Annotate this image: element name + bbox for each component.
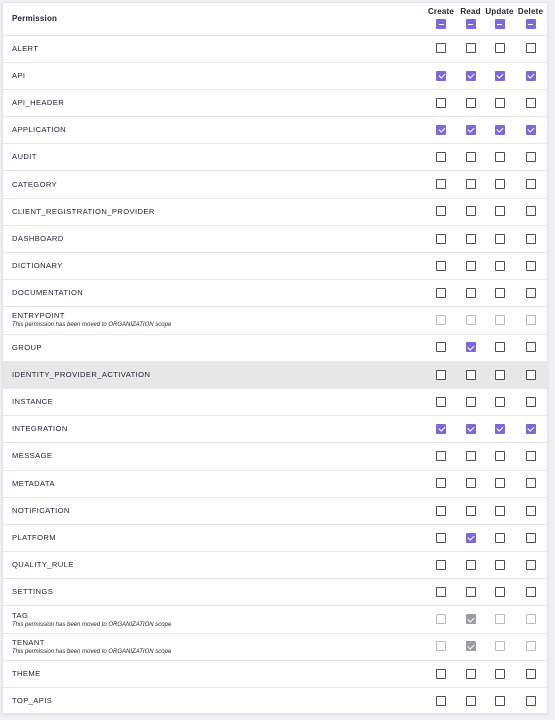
select-all-delete-checkbox[interactable]: [526, 19, 536, 29]
create-permission-checkbox[interactable]: [436, 424, 446, 434]
permission-row: [3, 171, 547, 198]
permission-row: [3, 443, 547, 470]
permission-name: AUDIT: [12, 152, 37, 162]
permission-row: [3, 688, 547, 715]
read-permission-checkbox[interactable]: [466, 669, 476, 679]
read-permission-checkbox[interactable]: [466, 43, 476, 53]
update-cell: [485, 361, 514, 388]
delete-cell: [514, 117, 547, 144]
create-permission-checkbox[interactable]: [436, 98, 446, 108]
permissions-table-body: [3, 35, 547, 715]
permission-row: [3, 388, 547, 415]
delete-permission-checkbox: [526, 614, 536, 624]
create-cell: [426, 606, 456, 633]
update-column-header: [485, 3, 514, 35]
update-permission-checkbox[interactable]: [495, 560, 505, 570]
delete-permission-checkbox[interactable]: [526, 342, 536, 352]
update-permission-checkbox[interactable]: [495, 152, 505, 162]
permission-name-cell: [3, 579, 426, 606]
update-permission-checkbox[interactable]: [495, 696, 505, 706]
read-permission-checkbox[interactable]: [466, 451, 476, 461]
delete-permission-checkbox[interactable]: [526, 451, 536, 461]
read-permission-checkbox[interactable]: [466, 261, 476, 271]
update-cell: [485, 633, 514, 660]
permission-name: TAG: [12, 610, 29, 620]
delete-permission-checkbox[interactable]: [526, 71, 536, 81]
create-cell: [426, 388, 456, 415]
permission-row: [3, 62, 547, 89]
create-cell: [426, 307, 456, 334]
create-cell: [426, 144, 456, 171]
permission-name: ENTRYPOINT: [12, 311, 65, 321]
permission-row: [3, 606, 547, 633]
delete-permission-checkbox[interactable]: [526, 234, 536, 244]
create-cell: [426, 497, 456, 524]
create-cell: [426, 524, 456, 551]
update-permission-checkbox[interactable]: [495, 234, 505, 244]
read-column-label: Read: [460, 7, 481, 16]
create-cell: [426, 35, 456, 62]
create-permission-checkbox: [436, 641, 446, 651]
delete-permission-checkbox[interactable]: [526, 179, 536, 189]
read-permission-checkbox[interactable]: [466, 696, 476, 706]
update-permission-checkbox[interactable]: [495, 424, 505, 434]
delete-permission-checkbox[interactable]: [526, 669, 536, 679]
permission-name-cell: [3, 62, 426, 89]
update-permission-checkbox[interactable]: [495, 98, 505, 108]
create-cell: [426, 198, 456, 225]
table-header-row: [3, 3, 547, 35]
update-cell: [485, 660, 514, 687]
permission-row: [3, 524, 547, 551]
permission-name-cell: [3, 524, 426, 551]
update-cell: [485, 443, 514, 470]
delete-permission-checkbox[interactable]: [526, 370, 536, 380]
update-cell: [485, 198, 514, 225]
create-cell: [426, 62, 456, 89]
update-permission-checkbox[interactable]: [495, 478, 505, 488]
create-permission-checkbox[interactable]: [436, 71, 446, 81]
permission-row: [3, 334, 547, 361]
select-all-read-checkbox[interactable]: [466, 19, 476, 29]
permission-name: PLATFORM: [12, 532, 56, 542]
create-permission-checkbox[interactable]: [436, 696, 446, 706]
permission-name: IDENTITY_PROVIDER_ACTIVATION: [12, 369, 151, 379]
read-permission-checkbox[interactable]: [466, 342, 476, 352]
read-cell: [456, 633, 485, 660]
read-permission-checkbox[interactable]: [466, 152, 476, 162]
update-cell: [485, 253, 514, 280]
create-permission-checkbox[interactable]: [436, 125, 446, 135]
update-permission-checkbox[interactable]: [495, 506, 505, 516]
permission-name: ALERT: [12, 43, 39, 53]
create-cell: [426, 416, 456, 443]
create-cell: [426, 89, 456, 116]
update-cell: [485, 334, 514, 361]
delete-cell: [514, 443, 547, 470]
permission-name-cell: [3, 253, 426, 280]
update-cell: [485, 606, 514, 633]
delete-permission-checkbox[interactable]: [526, 152, 536, 162]
delete-permission-checkbox[interactable]: [526, 397, 536, 407]
update-permission-checkbox: [495, 641, 505, 651]
permission-name: TENANT: [12, 637, 45, 647]
delete-cell: [514, 253, 547, 280]
create-cell: [426, 633, 456, 660]
read-permission-checkbox[interactable]: [466, 587, 476, 597]
permission-row: [3, 552, 547, 579]
permission-name-cell: [3, 280, 426, 307]
update-permission-checkbox[interactable]: [495, 288, 505, 298]
permission-scope-note: This permission has been moved to ORGANIZATION scope: [12, 322, 172, 329]
read-cell: [456, 225, 485, 252]
read-permission-checkbox[interactable]: [466, 125, 476, 135]
delete-permission-checkbox[interactable]: [526, 560, 536, 570]
read-permission-checkbox[interactable]: [466, 206, 476, 216]
create-permission-checkbox[interactable]: [436, 451, 446, 461]
update-permission-checkbox[interactable]: [495, 125, 505, 135]
read-cell: [456, 144, 485, 171]
delete-cell: [514, 35, 547, 62]
update-permission-checkbox[interactable]: [495, 261, 505, 271]
create-permission-checkbox[interactable]: [436, 478, 446, 488]
permission-scope-note: This permission has been moved to ORGANIZATION scope: [12, 621, 172, 628]
create-cell: [426, 361, 456, 388]
select-all-update-checkbox[interactable]: [495, 19, 505, 29]
read-permission-checkbox: [466, 641, 476, 651]
create-permission-checkbox[interactable]: [436, 533, 446, 543]
delete-cell: [514, 579, 547, 606]
update-permission-checkbox[interactable]: [495, 370, 505, 380]
permission-row: [3, 35, 547, 62]
create-cell: [426, 552, 456, 579]
permission-name-cell: [3, 117, 426, 144]
delete-cell: [514, 89, 547, 116]
read-permission-checkbox[interactable]: [466, 533, 476, 543]
delete-cell: [514, 660, 547, 687]
permission-name-cell: [3, 470, 426, 497]
update-permission-checkbox[interactable]: [495, 451, 505, 461]
read-cell: [456, 198, 485, 225]
update-column-label: Update: [485, 7, 514, 16]
delete-permission-checkbox[interactable]: [526, 125, 536, 135]
create-permission-checkbox[interactable]: [436, 261, 446, 271]
permission-name: TOP_APIS: [12, 696, 53, 706]
permission-name: THEME: [12, 668, 41, 678]
permission-name-cell: [3, 361, 426, 388]
permission-name-cell: [3, 334, 426, 361]
read-cell: [456, 361, 485, 388]
permission-name-cell: [3, 443, 426, 470]
create-cell: [426, 253, 456, 280]
delete-cell: [514, 416, 547, 443]
create-cell: [426, 334, 456, 361]
permission-name: INSTANCE: [12, 397, 54, 407]
permission-name-cell: [3, 225, 426, 252]
update-permission-checkbox[interactable]: [495, 342, 505, 352]
delete-cell: [514, 171, 547, 198]
delete-cell: [514, 524, 547, 551]
permission-row: [3, 416, 547, 443]
create-cell: [426, 443, 456, 470]
read-cell: [456, 171, 485, 198]
read-cell: [456, 416, 485, 443]
delete-cell: [514, 144, 547, 171]
create-cell: [426, 660, 456, 687]
permissions-table: [3, 3, 547, 715]
permission-name: QUALITY_RULE: [12, 560, 74, 570]
permission-name: API: [12, 70, 26, 80]
update-permission-checkbox[interactable]: [495, 71, 505, 81]
permission-row: [3, 253, 547, 280]
permission-name-cell: [3, 307, 426, 334]
permission-name: DICTIONARY: [12, 261, 63, 271]
delete-cell: [514, 361, 547, 388]
delete-permission-checkbox[interactable]: [526, 587, 536, 597]
permission-row: [3, 225, 547, 252]
update-permission-checkbox[interactable]: [495, 179, 505, 189]
read-cell: [456, 497, 485, 524]
delete-cell: [514, 334, 547, 361]
permission-name: NOTIFICATION: [12, 505, 70, 515]
read-cell: [456, 470, 485, 497]
delete-permission-checkbox: [526, 641, 536, 651]
update-permission-checkbox[interactable]: [495, 533, 505, 543]
read-permission-checkbox[interactable]: [466, 560, 476, 570]
read-permission-checkbox[interactable]: [466, 71, 476, 81]
create-permission-checkbox[interactable]: [436, 560, 446, 570]
read-permission-checkbox[interactable]: [466, 98, 476, 108]
read-permission-checkbox[interactable]: [466, 234, 476, 244]
read-permission-checkbox[interactable]: [466, 288, 476, 298]
permission-name: API_HEADER: [12, 97, 65, 107]
update-permission-checkbox[interactable]: [495, 669, 505, 679]
delete-cell: [514, 198, 547, 225]
delete-permission-checkbox[interactable]: [526, 206, 536, 216]
read-permission-checkbox[interactable]: [466, 370, 476, 380]
read-cell: [456, 307, 485, 334]
delete-cell: [514, 606, 547, 633]
update-cell: [485, 144, 514, 171]
create-permission-checkbox[interactable]: [436, 370, 446, 380]
delete-cell: [514, 62, 547, 89]
read-cell: [456, 62, 485, 89]
read-cell: [456, 688, 485, 715]
update-permission-checkbox[interactable]: [495, 397, 505, 407]
permission-row: [3, 633, 547, 660]
update-cell: [485, 62, 514, 89]
permission-row: [3, 307, 547, 334]
delete-cell: [514, 552, 547, 579]
permission-row: [3, 361, 547, 388]
create-cell: [426, 579, 456, 606]
permission-name: DASHBOARD: [12, 233, 64, 243]
delete-permission-checkbox: [526, 315, 536, 325]
permission-name: SETTINGS: [12, 587, 54, 597]
update-cell: [485, 579, 514, 606]
read-cell: [456, 388, 485, 415]
permission-name-cell: [3, 660, 426, 687]
create-permission-checkbox[interactable]: [436, 669, 446, 679]
delete-permission-checkbox[interactable]: [526, 261, 536, 271]
delete-permission-checkbox[interactable]: [526, 478, 536, 488]
read-permission-checkbox[interactable]: [466, 424, 476, 434]
delete-permission-checkbox[interactable]: [526, 506, 536, 516]
create-cell: [426, 171, 456, 198]
create-permission-checkbox[interactable]: [436, 587, 446, 597]
update-cell: [485, 388, 514, 415]
permission-name: METADATA: [12, 478, 55, 488]
read-cell: [456, 443, 485, 470]
permission-row: [3, 280, 547, 307]
update-permission-checkbox: [495, 614, 505, 624]
read-permission-checkbox[interactable]: [466, 179, 476, 189]
delete-permission-checkbox[interactable]: [526, 696, 536, 706]
update-cell: [485, 307, 514, 334]
create-permission-checkbox[interactable]: [436, 179, 446, 189]
permissions-panel: [2, 2, 548, 714]
update-permission-checkbox[interactable]: [495, 43, 505, 53]
delete-permission-checkbox[interactable]: [526, 533, 536, 543]
create-permission-checkbox[interactable]: [436, 506, 446, 516]
delete-permission-checkbox[interactable]: [526, 43, 536, 53]
read-cell: [456, 334, 485, 361]
create-permission-checkbox: [436, 315, 446, 325]
permission-row: [3, 660, 547, 687]
update-cell: [485, 225, 514, 252]
create-permission-checkbox[interactable]: [436, 234, 446, 244]
read-cell: [456, 524, 485, 551]
permission-name-cell: [3, 144, 426, 171]
read-cell: [456, 253, 485, 280]
delete-permission-checkbox[interactable]: [526, 98, 536, 108]
create-permission-checkbox[interactable]: [436, 206, 446, 216]
update-permission-checkbox[interactable]: [495, 206, 505, 216]
permission-name-cell: [3, 89, 426, 116]
create-cell: [426, 280, 456, 307]
read-cell: [456, 35, 485, 62]
delete-cell: [514, 280, 547, 307]
update-cell: [485, 280, 514, 307]
permission-column-header: Permission: [12, 14, 58, 24]
permission-name-cell: [3, 688, 426, 715]
permission-scope-note: This permission has been moved to ORGANIZATION scope: [12, 648, 172, 655]
read-cell: [456, 579, 485, 606]
create-cell: [426, 470, 456, 497]
update-permission-checkbox[interactable]: [495, 587, 505, 597]
delete-cell: [514, 307, 547, 334]
permission-name-cell: [3, 633, 426, 660]
update-cell: [485, 35, 514, 62]
read-cell: [456, 280, 485, 307]
create-cell: [426, 225, 456, 252]
delete-cell: [514, 688, 547, 715]
update-cell: [485, 688, 514, 715]
delete-cell: [514, 388, 547, 415]
permission-name: DOCUMENTATION: [12, 288, 84, 298]
update-cell: [485, 552, 514, 579]
delete-column-label: Delete: [517, 7, 544, 16]
create-permission-checkbox: [436, 614, 446, 624]
delete-cell: [514, 497, 547, 524]
create-permission-checkbox[interactable]: [436, 288, 446, 298]
create-cell: [426, 117, 456, 144]
delete-permission-checkbox[interactable]: [526, 288, 536, 298]
read-cell: [456, 660, 485, 687]
create-permission-checkbox[interactable]: [436, 43, 446, 53]
delete-cell: [514, 633, 547, 660]
update-cell: [485, 171, 514, 198]
read-permission-checkbox[interactable]: [466, 397, 476, 407]
permission-row: [3, 497, 547, 524]
permission-row: [3, 117, 547, 144]
create-cell: [426, 688, 456, 715]
permission-row: [3, 144, 547, 171]
update-cell: [485, 117, 514, 144]
read-column-header: [456, 3, 485, 35]
update-cell: [485, 416, 514, 443]
permission-name: CATEGORY: [12, 179, 58, 189]
permission-row: [3, 198, 547, 225]
permission-name-cell: [3, 552, 426, 579]
select-all-create-checkbox[interactable]: [436, 19, 446, 29]
read-cell: [456, 606, 485, 633]
permission-name-cell: [3, 198, 426, 225]
read-permission-checkbox[interactable]: [466, 506, 476, 516]
delete-cell: [514, 470, 547, 497]
read-cell: [456, 89, 485, 116]
update-permission-checkbox: [495, 315, 505, 325]
permission-row: [3, 579, 547, 606]
create-column-label: Create: [427, 7, 455, 16]
permission-name-cell: [3, 388, 426, 415]
permission-name: INTEGRATION: [12, 424, 68, 434]
read-permission-checkbox: [466, 614, 476, 624]
read-cell: [456, 552, 485, 579]
permission-name-cell: [3, 606, 426, 633]
read-cell: [456, 117, 485, 144]
permission-name-cell: [3, 171, 426, 198]
permission-name-cell: [3, 35, 426, 62]
create-column-header: [426, 3, 456, 35]
delete-permission-checkbox[interactable]: [526, 424, 536, 434]
permission-name: APPLICATION: [12, 125, 67, 135]
permission-name: MESSAGE: [12, 451, 53, 461]
read-permission-checkbox: [466, 315, 476, 325]
update-cell: [485, 89, 514, 116]
create-permission-checkbox[interactable]: [436, 397, 446, 407]
permission-name: CLIENT_REGISTRATION_PROVIDER: [12, 206, 155, 216]
create-permission-checkbox[interactable]: [436, 152, 446, 162]
permission-name-cell: [3, 416, 426, 443]
permission-row: [3, 89, 547, 116]
permission-name: GROUP: [12, 342, 42, 352]
delete-cell: [514, 225, 547, 252]
create-permission-checkbox[interactable]: [436, 342, 446, 352]
update-cell: [485, 524, 514, 551]
permission-name-cell: [3, 497, 426, 524]
read-permission-checkbox[interactable]: [466, 478, 476, 488]
delete-column-header: [514, 3, 547, 35]
update-cell: [485, 497, 514, 524]
permission-row: [3, 470, 547, 497]
update-cell: [485, 470, 514, 497]
